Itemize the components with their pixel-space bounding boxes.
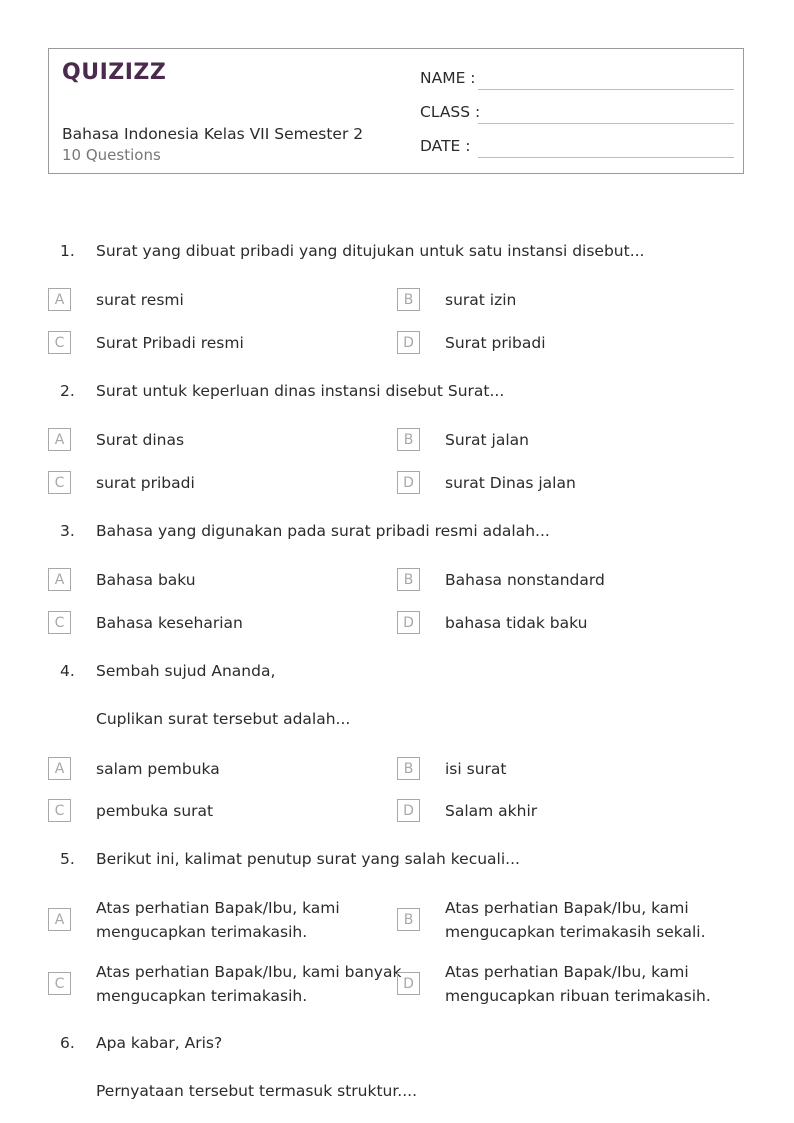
question-number: 2. <box>60 382 75 400</box>
option-letter-box[interactable]: D <box>397 972 420 995</box>
option-letter-box[interactable]: D <box>397 611 420 634</box>
class-line <box>478 123 734 124</box>
question-text: Surat yang dibuat pribadi yang ditujukan untuk satu instansi disebut... <box>96 242 645 260</box>
option-letter-box[interactable]: D <box>397 331 420 354</box>
option-letter-box[interactable]: B <box>397 428 420 451</box>
option-letter-box[interactable]: B <box>397 568 420 591</box>
option-text: pembuka surat <box>96 802 214 820</box>
option-text: Atas perhatian Bapak/Ibu, kami banyak <box>96 963 402 981</box>
option-letter-box[interactable]: C <box>48 972 71 995</box>
option-text: mengucapkan ribuan terimakasih. <box>445 987 711 1005</box>
option-letter-box[interactable]: C <box>48 799 71 822</box>
question-text: Pernyataan tersebut termasuk struktur.... <box>96 1082 418 1100</box>
option-letter-box[interactable]: A <box>48 757 71 780</box>
option-letter-box[interactable]: B <box>397 908 420 931</box>
question-number: 4. <box>60 662 75 680</box>
option-letter-box[interactable]: A <box>48 908 71 931</box>
option-text: Atas perhatian Bapak/Ibu, kami <box>96 899 340 917</box>
option-text: Surat pribadi <box>445 334 546 352</box>
question-count: 10 Questions <box>62 146 161 164</box>
question-text: Berikut ini, kalimat penutup surat yang salah kecuali... <box>96 850 520 868</box>
class-label: CLASS : <box>420 103 481 121</box>
option-text: surat pribadi <box>96 474 195 492</box>
name-label: NAME : <box>420 69 476 87</box>
option-text: salam pembuka <box>96 760 220 778</box>
option-text: surat resmi <box>96 291 184 309</box>
date-label: DATE : <box>420 137 471 155</box>
question-text: Sembah sujud Ananda, <box>96 662 276 680</box>
question-text: Bahasa yang digunakan pada surat pribadi resmi adalah... <box>96 522 550 540</box>
name-line <box>478 89 734 90</box>
option-letter-box[interactable]: A <box>48 428 71 451</box>
option-letter-box[interactable]: D <box>397 471 420 494</box>
worksheet-title: Bahasa Indonesia Kelas VII Semester 2 <box>62 125 364 143</box>
option-text: bahasa tidak baku <box>445 614 588 632</box>
quizizz-logo: QUIZIZZ <box>62 60 167 85</box>
option-text: Atas perhatian Bapak/Ibu, kami <box>445 899 689 917</box>
option-letter-box[interactable]: B <box>397 288 420 311</box>
option-text: Bahasa baku <box>96 571 196 589</box>
question-number: 5. <box>60 850 75 868</box>
option-letter-box[interactable]: C <box>48 471 71 494</box>
option-letter-box[interactable]: A <box>48 288 71 311</box>
option-letter-box[interactable]: B <box>397 757 420 780</box>
question-number: 6. <box>60 1034 75 1052</box>
worksheet-header <box>48 48 744 174</box>
option-text: Bahasa nonstandard <box>445 571 605 589</box>
option-text: Surat Pribadi resmi <box>96 334 244 352</box>
question-text: Cuplikan surat tersebut adalah... <box>96 710 351 728</box>
option-text: mengucapkan terimakasih. <box>96 987 308 1005</box>
option-text: Surat jalan <box>445 431 529 449</box>
question-text: Apa kabar, Aris? <box>96 1034 223 1052</box>
question-number: 3. <box>60 522 75 540</box>
option-text: surat izin <box>445 291 517 309</box>
question-number: 1. <box>60 242 75 260</box>
question-text: Surat untuk keperluan dinas instansi disebut Surat... <box>96 382 505 400</box>
option-letter-box[interactable]: C <box>48 611 71 634</box>
option-text: mengucapkan terimakasih. <box>96 923 308 941</box>
option-text: mengucapkan terimakasih sekali. <box>445 923 706 941</box>
option-letter-box[interactable]: A <box>48 568 71 591</box>
option-text: Surat dinas <box>96 431 185 449</box>
option-text: Salam akhir <box>445 802 538 820</box>
option-text: surat Dinas jalan <box>445 474 576 492</box>
date-line <box>478 157 734 158</box>
option-letter-box[interactable]: D <box>397 799 420 822</box>
option-letter-box[interactable]: C <box>48 331 71 354</box>
option-text: Bahasa keseharian <box>96 614 243 632</box>
option-text: Atas perhatian Bapak/Ibu, kami <box>445 963 689 981</box>
option-text: isi surat <box>445 760 507 778</box>
